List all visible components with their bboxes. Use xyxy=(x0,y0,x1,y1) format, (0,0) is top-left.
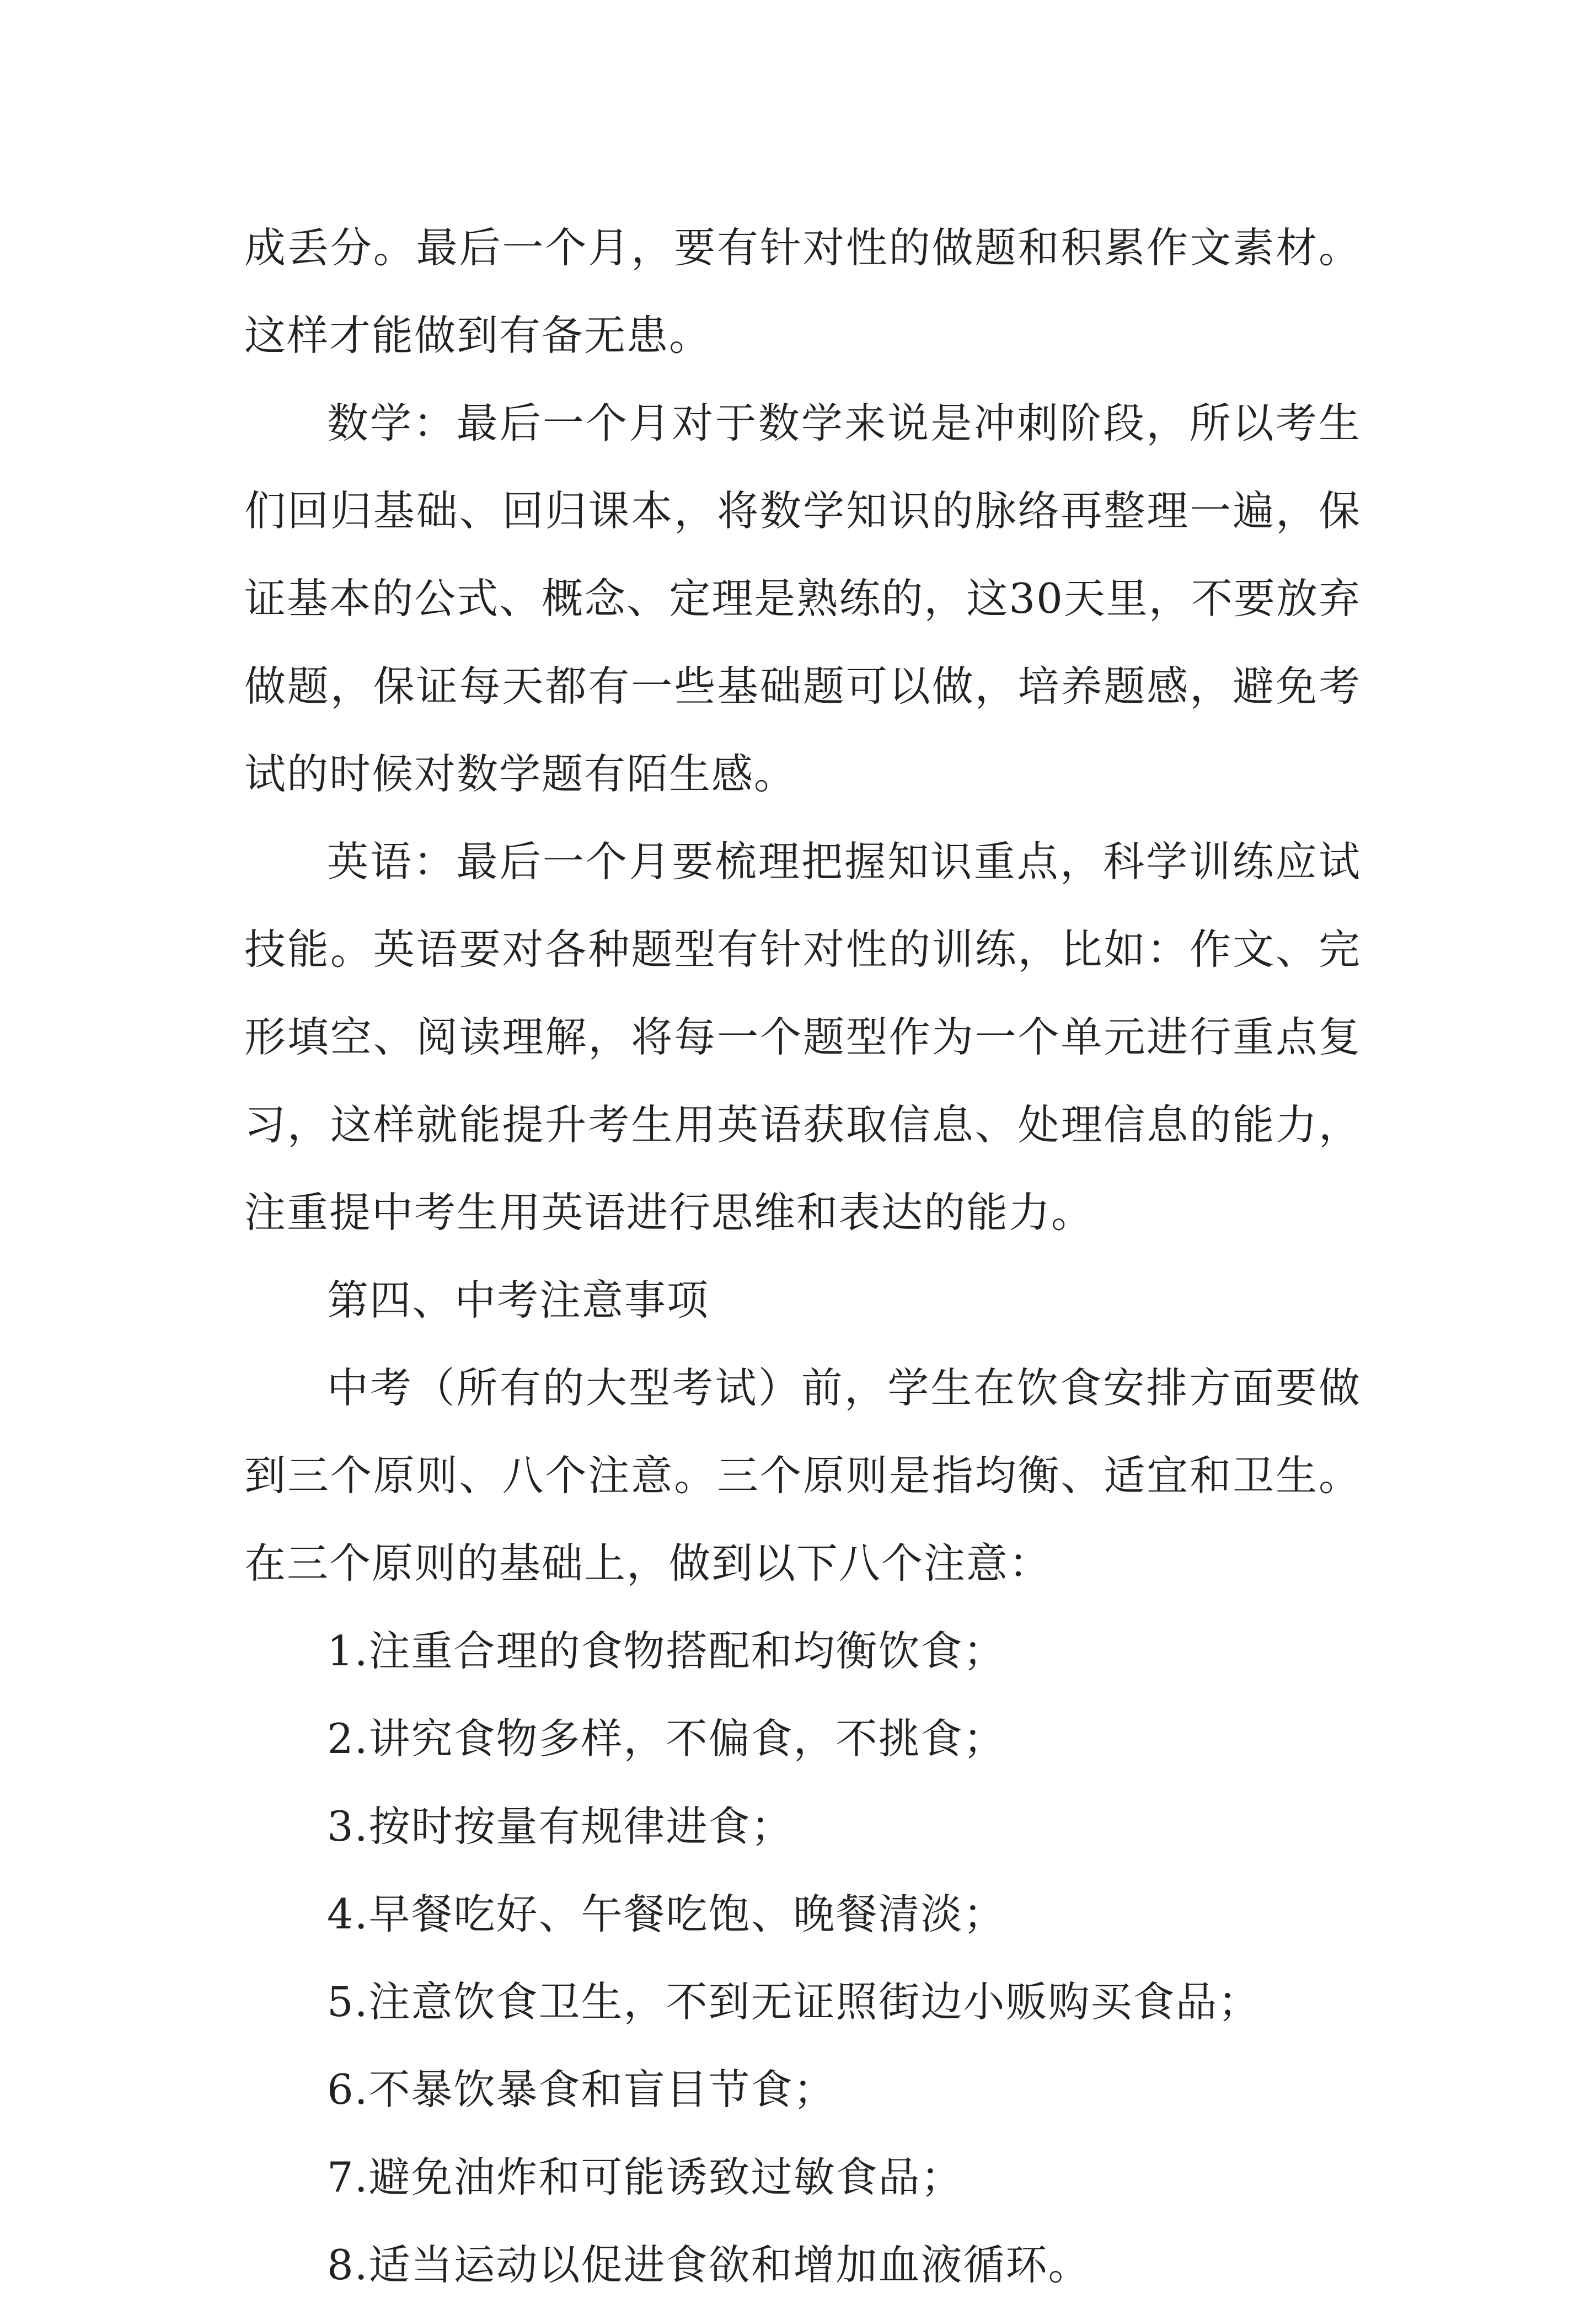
list-item: 7.避免油炸和可能诱致过敏食品； xyxy=(327,2153,963,2201)
list-item: 4.早餐吃好、午餐吃饱、晚餐清淡； xyxy=(327,1890,1006,1938)
paragraph-diet-principles: 中考（所有的大型考试）前，学生在饮食安排方面要做到三个原则、八个注意。三个原则是指均衡、适宜和卫生。在三个原则的基础上，做到以下八个注意： xyxy=(244,1364,1361,1588)
list-item: 1.注重合理的食物搭配和均衡饮食； xyxy=(327,1627,1006,1675)
document-body xyxy=(244,204,1361,2309)
list-item: 3.按时按量有规律进食； xyxy=(327,1802,794,1851)
section-heading: 第四、中考注意事项 xyxy=(327,1276,710,1324)
list-item: 8.适当运动以促进食欲和增加血液循环。 xyxy=(327,2241,1091,2289)
list-item: 5.注意饮食卫生，不到无证照街边小贩购买食品； xyxy=(327,1977,1261,2026)
list-item: 6.不暴饮暴食和盲目节食； xyxy=(327,2065,836,2114)
paragraph-math: 数学：最后一个月对于数学来说是冲刺阶段，所以考生们回归基础、回归课本，将数学知识的脉络再整理一遍，保证基本的公式、概念、定理是熟练的，这30天里，不要放弃做题，保证每天都有一些基础题可以做，培养题感，避免考试的时候对数学题有陌生感。 xyxy=(244,399,1361,798)
paragraph-english: 英语：最后一个月要梳理把握知识重点，科学训练应试技能。英语要对各种题型有针对性的训练，比如：作文、完形填空、阅读理解，将每一个题型作为一个单元进行重点复习，这样就能提升考生用英语获取信息、处理信息的能力，注重提中考生用英语进行思维和表达的能力。 xyxy=(244,837,1361,1237)
paragraph-continuation: 成丢分。最后一个月，要有针对性的做题和积累作文素材。这样才能做到有备无患。 xyxy=(244,223,1361,360)
list-item: 2.讲究食物多样，不偏食，不挑食； xyxy=(327,1714,1006,1763)
